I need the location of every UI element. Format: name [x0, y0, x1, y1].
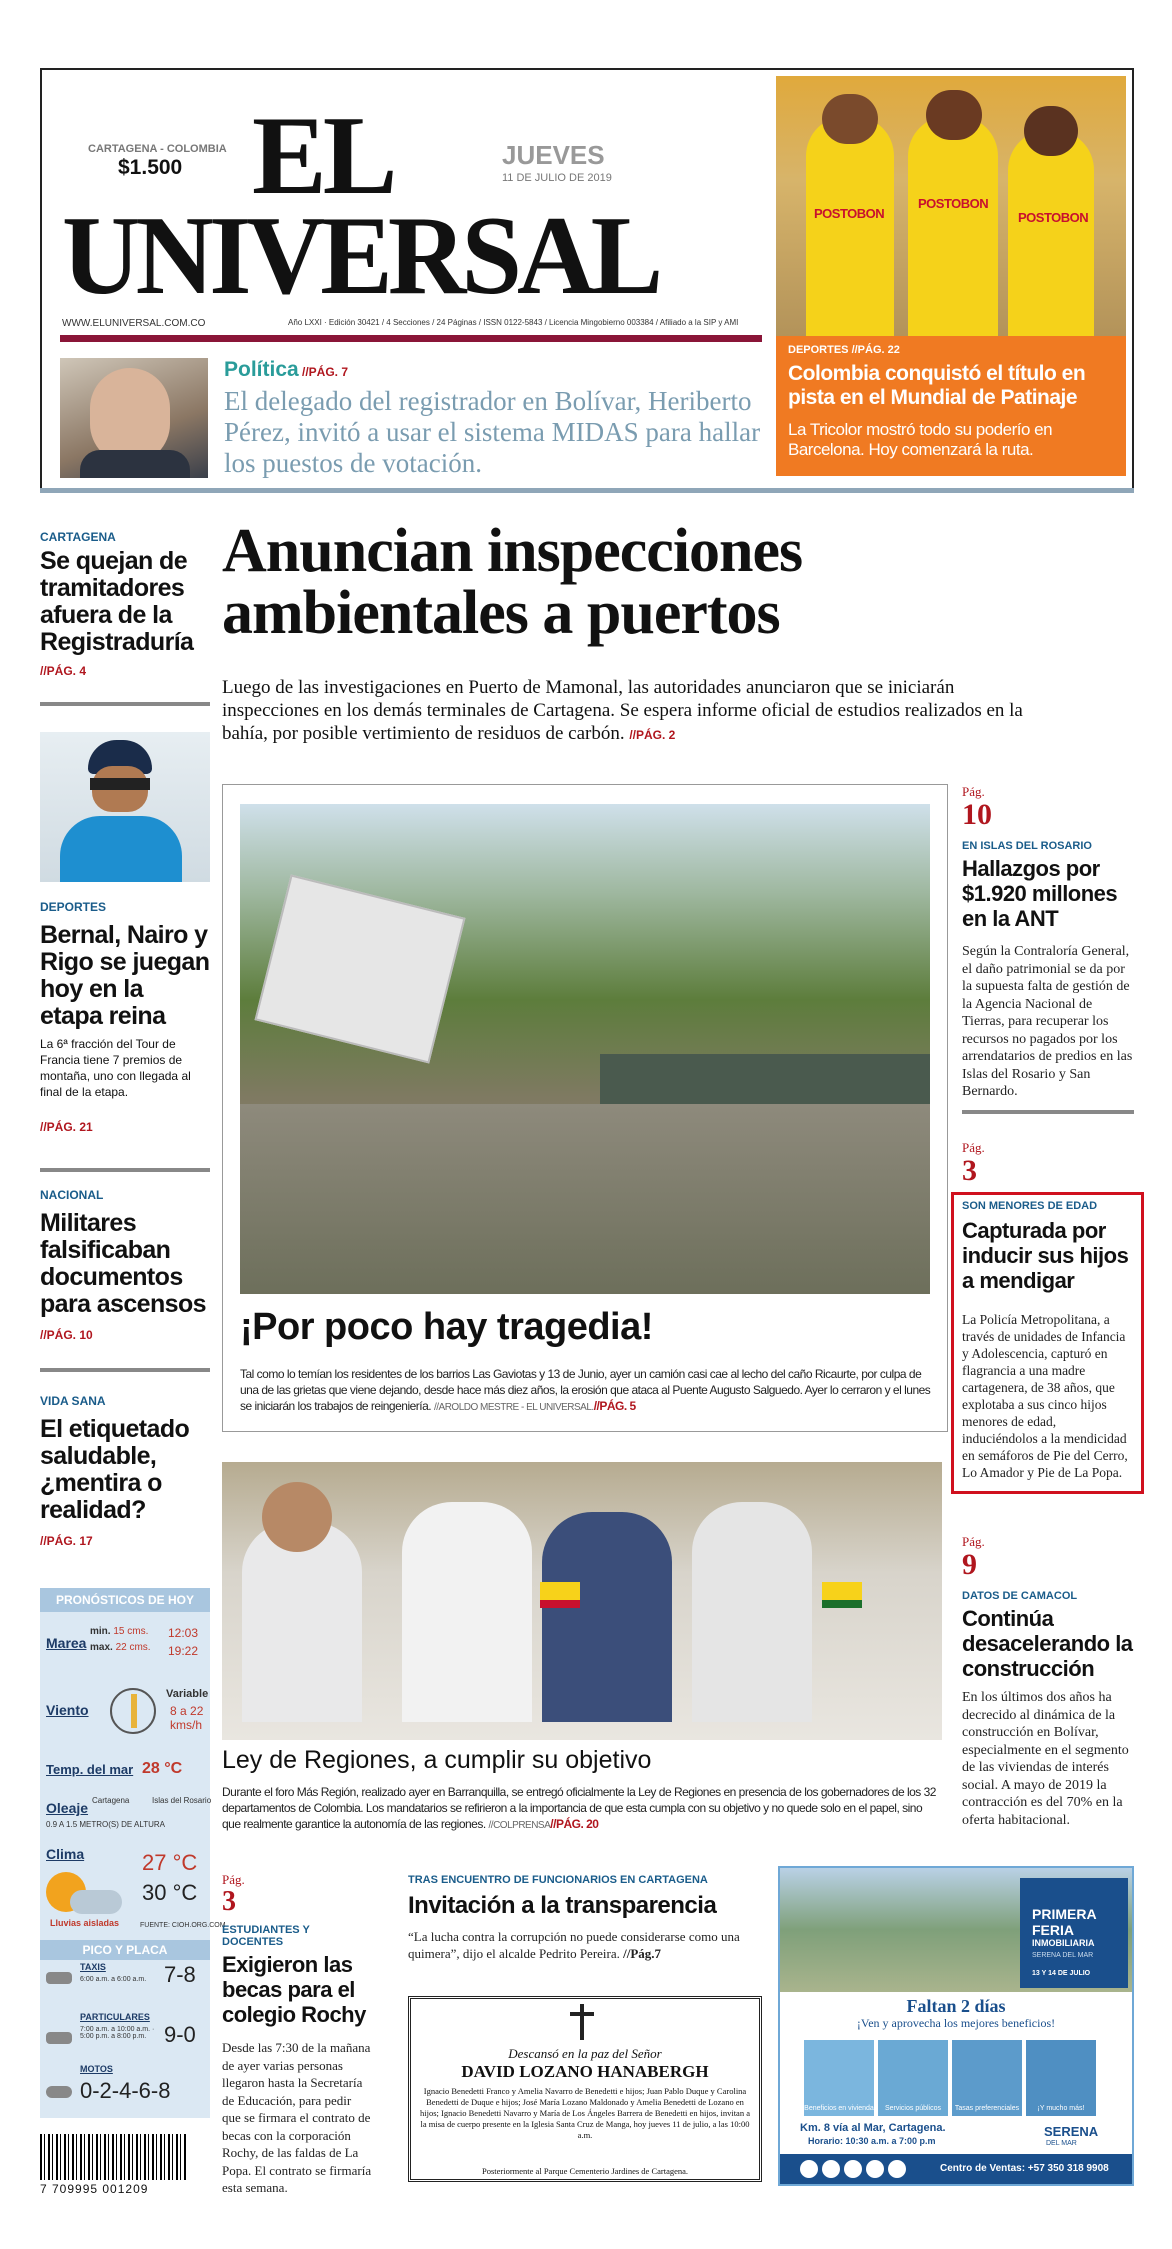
left-page-2: //PÁG. 21 — [40, 1120, 93, 1134]
right-story-2 — [962, 1200, 1134, 1481]
motos-label: MOTOS — [80, 2064, 113, 2074]
photo2-page: //PÁG. 20 — [550, 1817, 599, 1831]
compass-icon — [110, 1688, 156, 1734]
right-text-2: La Policía Metropolitana, a través de unidades de Infancia y Adolescencia, capturó en flagrancia a una madre cartagenera, de 38 años, que explotaba a sus cinco hijos menores de edad, induciéndolos a la mendicidad en semáforos de Pie del Cerro, Lo Amador y Pie de La Popa. — [962, 1312, 1128, 1480]
right-headline-1: Hallazgos por $1.920 millones en la ANT — [962, 856, 1118, 931]
right-num-1: 10 — [962, 798, 992, 831]
particulares-time: 7:00 a.m. a 10:00 a.m. · 5:00 p.m. a 8:00 p.m. — [80, 2026, 155, 2040]
ad-brand2: DEL MAR — [1046, 2140, 1077, 2147]
city-label: CARTAGENA - COLOMBIA — [88, 143, 227, 155]
barcode — [40, 2134, 188, 2180]
facebook-icon[interactable] — [800, 2160, 818, 2178]
left-headline-4: El etiquetado saludable, ¿mentira o realidad? — [40, 1415, 190, 1524]
left-page-4: //PÁG. 17 — [40, 1534, 93, 1548]
tide-min-val: 15 cms. — [113, 1626, 149, 1637]
pico-placa-title: PICO Y PLACA — [40, 1940, 210, 1960]
sea-temp-label: Temp. del mar — [46, 1762, 134, 1777]
right-num-3: 9 — [962, 1548, 977, 1581]
obit-last: Posteriormente al Parque Cementerio Jardines de Cartagena. — [481, 2166, 689, 2176]
photo2-credit: //COLPRENSA — [488, 1820, 551, 1831]
photo1-credit: //AROLDO MESTRE - EL UNIVERSAL. — [433, 1402, 594, 1413]
climate-label: Clima — [46, 1846, 85, 1862]
motos-value: 0-2-4-6-8 — [80, 2078, 171, 2103]
left-rule-3 — [40, 1368, 210, 1372]
right-section-3: DATOS DE CAMACOL — [962, 1590, 1078, 1602]
tide-max-time: 19:22 — [168, 1644, 199, 1658]
instagram-icon[interactable] — [844, 2160, 862, 2178]
ad-faltan: Faltan 2 días — [906, 1996, 1006, 2016]
left-page-3: //PÁG. 10 — [40, 1328, 93, 1342]
right-text-1: Según la Contraloría General, el daño patrimonial se da por la supuesta falta de gestión de la Agencia Nacional de Tierras, para recuperar los recursos no pagados por los arrendatarios de predios en las Islas del Rosario y San Bernardo. — [962, 944, 1133, 1099]
right-section-1: EN ISLAS DEL ROSARIO — [962, 840, 1092, 852]
ad-sub: ¡Ven y aprovecha los mejores beneficios! — [856, 2016, 1056, 2030]
main-deck: Luego de las investigaciones en Puerto de Mamonal, las autoridades anunciaron que se iniciarán inspecciones en los demás terminales de Cartagena. Se espera informe oficial de estudios realizados en la bahía, por posible vertimiento de residuos de carbón. //PÁG. 2 — [222, 677, 1023, 744]
right-text-3: En los últimos dos años ha decrecido al dinámica de la construcción en Bolívar, especialmente en el segmento de las viviendas de interés social. A mayo de 2019 la contracción es del 70% en la oferta habitacional. — [962, 1690, 1129, 1828]
bottom-story-2[interactable] — [408, 1874, 764, 1962]
particulares-label: PARTICULARES — [80, 2012, 150, 2022]
ad-brand: SERENA — [1044, 2124, 1099, 2139]
taxis-time: 6:00 a.m. a 6:00 a.m. — [80, 1976, 147, 1983]
logo-universal: UNIVERSAL — [62, 194, 659, 318]
ad-benefit-4-label: ¡Y mucho más! — [1037, 2105, 1085, 2112]
sports-label: DEPORTES //PÁG. 22 — [788, 344, 900, 356]
edition-info: Año LXXI · Edición 30421 / 4 Secciones / 24 Páginas / ISSN 0122-5843 / Licencia Mingobierno 003384 / Afiliado a la SIP y AMI — [288, 318, 739, 327]
right-rule-1 — [962, 1110, 1134, 1114]
ad-hours: Horario: 10:30 a.m. a 7:00 p.m — [808, 2136, 936, 2146]
right-headline-2: Capturada por inducir sus hijos a mendigar — [962, 1218, 1129, 1293]
date-label: 11 DE JULIO DE 2019 — [502, 172, 612, 184]
left-section-3: NACIONAL — [40, 1188, 104, 1202]
ad-tag2: FERIA — [1032, 1922, 1074, 1938]
sea-temp: 28 °C — [142, 1760, 183, 1777]
right-pag-2: Pág. — [962, 1140, 985, 1155]
left-section-2: DEPORTES — [40, 900, 107, 914]
main-page-ref: //PÁG. 2 — [629, 728, 676, 742]
right-pag-block-2 — [962, 1140, 1134, 1186]
left-story-4[interactable] — [40, 1394, 210, 1548]
left-story-3[interactable] — [40, 1188, 210, 1342]
left-story-1[interactable] — [40, 530, 210, 678]
ad-phone[interactable]: Centro de Ventas: +57 350 318 9908 — [940, 2163, 1109, 2174]
ad-tag3: INMOBILIARIA — [1032, 1938, 1095, 1948]
taxi-icon — [46, 1972, 72, 1984]
right-section-2: SON MENORES DE EDAD — [962, 1200, 1098, 1212]
right-pag-3: Pág. — [962, 1534, 985, 1549]
taxis-value: 7-8 — [164, 1962, 196, 1987]
truck-photo — [240, 804, 930, 1294]
masthead-rule — [60, 335, 762, 342]
politics-text: El delegado del registrador en Bolívar, Heriberto Pérez, invitó a usar el sistema MIDAS para hallar los puestos de votación. — [224, 386, 761, 478]
photo1-headline: ¡Por poco hay tragedia! — [240, 1306, 653, 1348]
tide-min-label: min. — [90, 1626, 111, 1637]
forum-photo — [222, 1462, 942, 1740]
bottom1-pag: Pág. — [222, 1872, 245, 1887]
sports-text: La Tricolor mostró todo su poderío en Barcelona. Hoy comenzará la ruta. — [788, 420, 1053, 459]
temp-low: 30 °C — [142, 1880, 198, 1905]
wind-variable: Variable — [166, 1688, 209, 1700]
tide-label: Marea — [46, 1635, 87, 1651]
jersey-text-1: POSTOBON — [814, 206, 885, 221]
ad-benefit-4 — [1026, 2040, 1096, 2116]
politics-section: Política — [224, 358, 299, 381]
skaters-photo — [776, 76, 1126, 336]
weather-title: PRONÓSTICOS DE HOY — [40, 1588, 210, 1612]
right-story-3[interactable] — [962, 1534, 1134, 1829]
left-rule-2 — [40, 1168, 210, 1172]
right-headline-3: Continúa desacelerando la construcción — [962, 1606, 1133, 1681]
ad-address: Km. 8 vía al Mar, Cartagena. — [800, 2122, 946, 2134]
ad-benefit-1-label: Beneficios en vivienda — [804, 2105, 874, 2112]
bottom2-section: TRAS ENCUENTRO DE FUNCIONARIOS EN CARTAGENA — [408, 1874, 708, 1886]
bottom1-text: Desde las 7:30 de la mañana de ayer varias personas llegaron hasta la Secretaría de Educación, para pedir que se firmara el contrato de becas con la corporación Rochy, de las faldas de La Popa. El contrato se firmaría esta semana. — [222, 2040, 372, 2195]
bottom2-text: “La lucha contra la corrupción no puede considerarse como una quimera”, dijo el alcalde Pedrito Pereira. — [408, 1929, 740, 1961]
jersey-text-2: POSTOBON — [918, 196, 989, 211]
sports-headline: Colombia conquistó el título en pista en el Mundial de Patinaje — [788, 362, 1086, 409]
logo-el: EL — [252, 94, 394, 218]
right-pag-1: Pág. — [962, 784, 985, 799]
ad-tag1: PRIMERA — [1032, 1906, 1097, 1922]
car-icon — [46, 2032, 72, 2044]
right-num-2: 3 — [962, 1154, 977, 1187]
ad-tag4: SERENA DEL MAR — [1032, 1952, 1094, 1959]
price: $1.500 — [118, 156, 183, 179]
tide-max-label: max. — [90, 1642, 113, 1653]
taxis-label: TAXIS — [80, 1962, 106, 1972]
obit-body: Ignacio Benedetti Franco y Amelia Navarro de Benedetti e hijos; Juan Pablo Duque y Carolina Benedetti de Duque e hijos; José María Lozano Maldonado y Amelia Benedetti de Lozano en hijos; Ignacio Benedetti Navarro y María de Los Ángeles Barrera de Benedetti en hijos, invitan a la misa de cuerpo presente en la Iglesia Santa Cruz de Manga, hoy jueves 11 de julio, a las 10:00 a.m. — [420, 2086, 750, 2140]
ad-benefit-2 — [878, 2040, 948, 2116]
left-page-1: //PÁG. 4 — [40, 664, 87, 678]
main-headline: Anuncian inspecciones ambientales a puertos — [222, 517, 803, 647]
wind-label: Viento — [46, 1702, 89, 1718]
left-headline-3: Militares falsificaban documentos para ascensos — [40, 1209, 206, 1318]
photo2-caption: Durante el foro Más Región, realizado ayer en Barranquilla, se entregó oficialmente la Ley de Regiones en presencia de los gobernadores de los 32 departamentos de Colombia. Los mandatarios se refirieron a la importancia de que esta cumpla con su objetivo y no quede solo en el papel, sino que realmente garantice la autonomía de las regiones. //COLPRENSA//PÁG. 20 — [222, 1785, 936, 1831]
youtube-icon[interactable] — [866, 2160, 884, 2178]
tide-max-val: 22 cms. — [115, 1642, 151, 1653]
cyclist-photo — [40, 732, 210, 882]
obit-intro: Descansó en la paz del Señor — [508, 2046, 662, 2061]
cross-icon — [580, 2004, 584, 2040]
waves-height: 0.9 A 1.5 METRO(S) DE ALTURA — [46, 1820, 165, 1829]
ad-benefit-1 — [804, 2040, 874, 2116]
temp-high: 27 °C — [142, 1850, 198, 1875]
waves-label: Oleaje — [46, 1800, 89, 1816]
particulares-value: 9-0 — [164, 2022, 196, 2047]
barcode-number: 7 709995 001209 — [40, 2182, 149, 2196]
left-headline-2: Bernal, Nairo y Rigo se juegan hoy en la etapa reina — [40, 921, 210, 1030]
left-headline-1: Se quejan de tramitadores afuera de la Registraduría — [40, 547, 194, 656]
masthead-underline — [40, 488, 1134, 493]
bottom2-page: //Pág.7 — [623, 1946, 662, 1961]
ad-benefit-3 — [952, 2040, 1022, 2116]
obit-name: DAVID LOZANO HANABERGH — [461, 2062, 709, 2081]
weather-source: FUENTE: CIOH.ORG.COM — [140, 1922, 226, 1929]
ad-dates: 13 Y 14 DE JULIO — [1032, 1970, 1091, 1977]
web-icon[interactable] — [888, 2160, 906, 2178]
politician-photo — [60, 358, 208, 478]
right-story-1[interactable] — [962, 784, 1134, 1101]
ad-benefit-3-label: Tasas preferenciales — [954, 2105, 1020, 2112]
cross-icon-bar — [570, 2012, 594, 2016]
day-label: JUEVES — [502, 140, 605, 170]
waves-b: Islas del Rosario — [152, 1796, 212, 1805]
twitter-icon[interactable] — [822, 2160, 840, 2178]
left-section-1: CARTAGENA — [40, 530, 116, 544]
moto-icon — [46, 2086, 72, 2098]
site-url[interactable]: WWW.ELUNIVERSAL.COM.CO — [62, 318, 206, 329]
bottom1-headline: Exigieron las becas para el colegio Rochy — [222, 1952, 366, 2027]
left-rule-1 — [40, 702, 210, 706]
bottom2-headline: Invitación a la transparencia — [408, 1892, 717, 1919]
politics-page[interactable]: //PÁG. 7 — [302, 365, 349, 379]
rain-label: Lluvias aisladas — [50, 1918, 120, 1928]
tide-min-time: 12:03 — [168, 1626, 199, 1640]
cloud-icon — [70, 1890, 122, 1914]
bottom-story-1[interactable] — [222, 1872, 372, 2197]
left-text-2: La 6ª fracción del Tour de Francia tiene 7 premios de montaña, uno con llegada al final de la etapa. — [40, 1037, 191, 1099]
bottom1-num: 3 — [222, 1886, 236, 1917]
left-section-4: VIDA SANA — [40, 1394, 106, 1408]
ad-benefit-2-label: Servicios públicos — [884, 2105, 942, 2112]
photo1-page: //PÁG. 5 — [593, 1399, 636, 1413]
photo2-headline: Ley de Regiones, a cumplir su objetivo — [222, 1746, 652, 1774]
wind-speed: 8 a 22 kms/h — [170, 1704, 204, 1732]
left-story-2[interactable] — [40, 900, 210, 1134]
jersey-text-3: POSTOBON — [1018, 210, 1089, 225]
bottom1-section: ESTUDIANTES Y DOCENTES — [222, 1924, 310, 1948]
waves-a: Cartagena — [92, 1796, 130, 1805]
photo1-caption: Tal como lo temían los residentes de los barrios Las Gaviotas y 13 de Junio, ayer un camión casi cae al lecho del caño Ricaurte, por culpa de una de las grietas que viene dejando, desde hace más diez años, la erosión que ataca al Puente Augusto Salguedo. Ayer lo cerraron y el lunes se iniciarán los trabajos de reingeniería. //AROLDO MESTRE - EL UNIVERSAL.//PÁG. 5 — [240, 1367, 931, 1413]
